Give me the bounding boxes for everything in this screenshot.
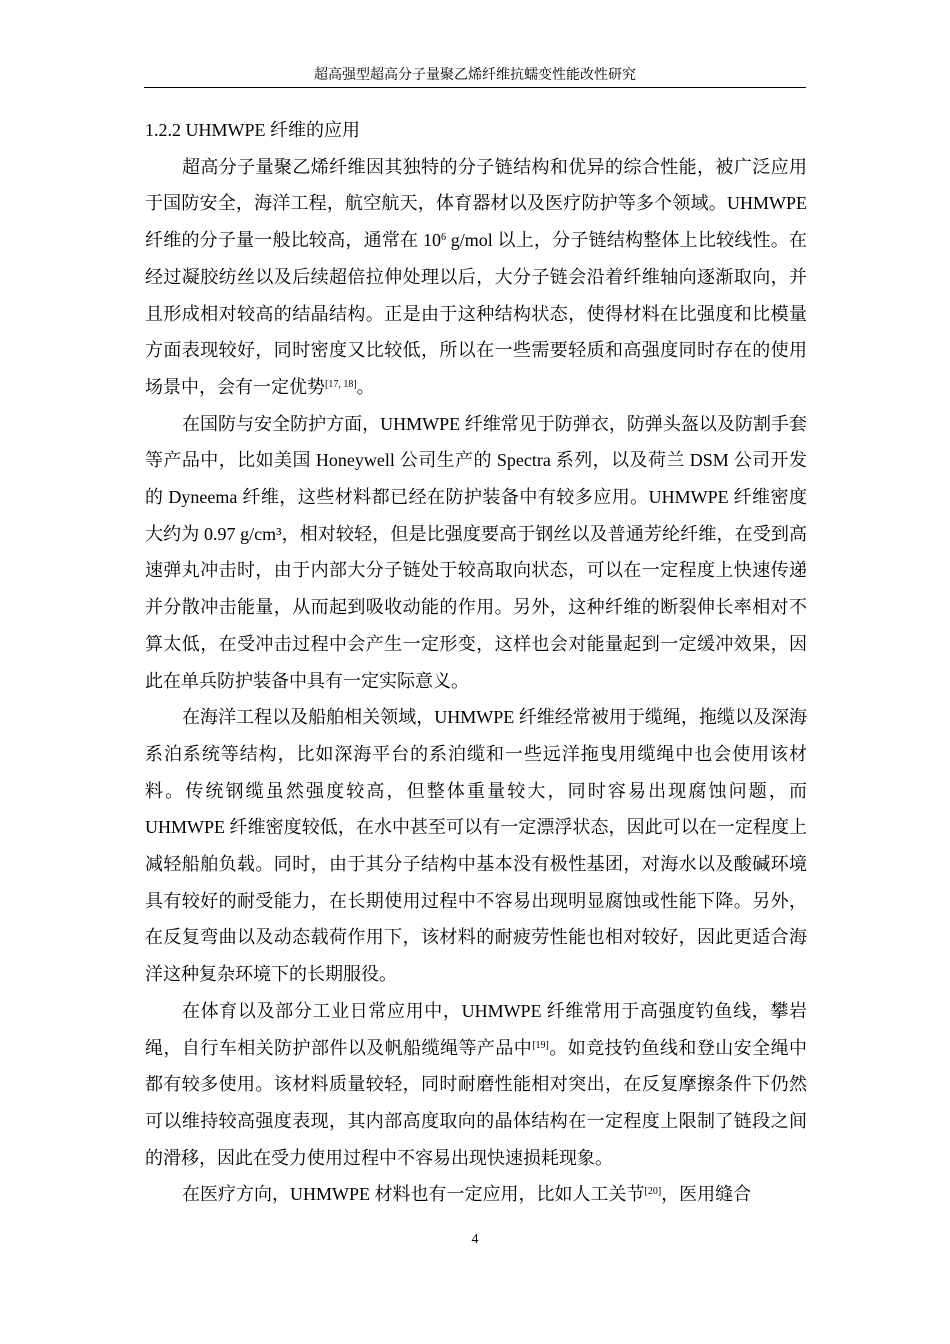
paragraph-overview — [145, 149, 807, 406]
superscript-exponent: 6 — [441, 232, 447, 244]
paragraph-defense: 在国防与安全防护方面，UHMWPE 纤维常见于防弹衣，防弹头盔以及防割手套等产品中，比如美国 Honeywell 公司生产的 Spectra 系列，以及荷兰 DSM 公司开发的 Dyneema 纤维，这些材料都已经在防护装备中有较多应用。UHMWPE 纤维密度大约为 0.97 g/cm³，相对较轻，但是比强度要高于钢丝以及普通芳纶纤维，在受到高速弹丸冲击时，由于内部大分子链处于较高取向状态，可以在一定程度上快速传递并分散冲击能量，从而起到吸收动能的作用。另外，这种纤维的断裂伸长率相对不算太低，在受冲击过程中会产生一定形变，这样也会对能量起到一定缓冲效果，因此在单兵防护装备中具有一定实际意义。 — [145, 413, 807, 691]
paragraph-text: 超高分子量聚乙烯纤维因其独特的分子链结构和优异的综合性能，被广泛应用于国防安全，海洋工程，航空航天，体育器材以及医疗防护等多个领域。UHMWPE 纤维的分子量一般比较高，通常在 10 — [145, 156, 807, 251]
paragraph-marine: 在海洋工程以及船舶相关领域，UHMWPE 纤维经常被用于缆绳，拖缆以及深海系泊系统等结构，比如深海平台的系泊缆和一些远洋拖曳用缆绳中也会使用该材料。传统钢缆虽然强度较高，但整体重量较大，同时容易出现腐蚀问题，而 UHMWPE 纤维密度较低，在水中甚至可以有一定漂浮状态，因此可以在一定程度上减轻船舶负载。同时，由于其分子结构中基本没有极性基团，对海水以及酸碱环境具有较好的耐受能力，在长期使用过程中不容易出现明显腐蚀或性能下降。另外，在反复弯曲以及动态载荷作用下，该材料的耐疲劳性能也相对较好，因此更适合海洋这种复杂环境下的长期服役。 — [145, 707, 807, 985]
citation: [20] — [644, 1186, 662, 1198]
paragraph-text: 。 — [356, 376, 375, 397]
page-number: 4 — [471, 1232, 479, 1247]
citation: [19] — [532, 1039, 549, 1051]
paragraph-medical — [145, 1176, 807, 1213]
body-text — [145, 112, 807, 1213]
running-header: 超高强型超高分子量聚乙烯纤维抗蠕变性能改性研究 — [314, 67, 636, 83]
paragraph-text: ，医用缝合 — [661, 1184, 752, 1205]
section-heading: 1.2.2 UHMWPE 纤维的应用 — [145, 120, 360, 140]
paragraph-text: 。如竞技钓鱼线和登山安全绳中都有较多使用。该材料质量较轻，同时耐磨性能相对突出，在反复摩擦条件下仍然可以维持较高强度表现，其内部高度取向的晶体结构在一定程度上限制了链段之间的滑移，因此在受力使用过程中不容易出现快速损耗现象。 — [145, 1037, 808, 1168]
paragraph-sports — [145, 993, 807, 1177]
paragraph-text: 在体育以及部分工业日常应用中，UHMWPE 纤维常用于高强度钓鱼线，攀岩绳，自行车相关防护部件以及帆船缆绳等产品中 — [145, 1000, 807, 1058]
paragraph-text: g/mol 以上，分子链结构整体上比较线性。在经过凝胶纺丝以及后续超倍拉伸处理以后，大分子链会沿着纤维轴向逐渐取向，并且形成相对较高的结晶结构。正是由于这种结构状态，使得材料在比强度和比模量方面表现较好，同时密度又比较低，所以在一些需要轻质和高强度同时存在的使用场景中，会有一定优势 — [145, 230, 807, 397]
paragraph-text: 在医疗方向，UHMWPE 材料也有一定应用，比如人工关节 — [182, 1184, 645, 1205]
citation: [17, 18] — [325, 378, 357, 390]
header-rule — [144, 87, 806, 88]
